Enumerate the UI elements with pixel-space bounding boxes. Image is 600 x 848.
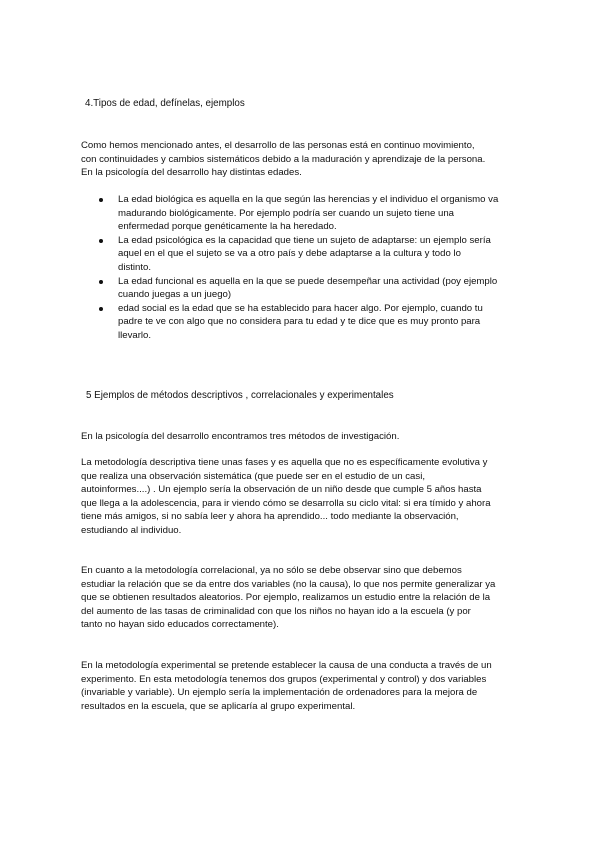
list-item-functional-age (96, 275, 526, 302)
paragraph-line: que se obtienen resultados aleatorios. Por ejemplo, realizamos un estudio entre la relación de la (81, 592, 491, 604)
paragraph-line: estudiando al individuo. (81, 524, 182, 536)
section-5-intro-paragraph (81, 430, 521, 444)
list-item-line: La edad psicológica es la capacidad que tiene un sujeto de adaptarse: un ejemplo sería (118, 234, 491, 246)
bullet-icon (99, 280, 103, 284)
paragraph-line: del aumento de las tasas de criminalidad con que los niños no hayan ido a la escuela (y por (81, 605, 471, 617)
paragraph-line: (invariable y variable). Un ejemplo sería la implementación de ordenadores para la mejora de (81, 687, 478, 699)
list-item-social-age (96, 302, 526, 343)
section-5-heading: 5 Ejemplos de métodos descriptivos , correlacionales y experimentales (86, 390, 394, 401)
paragraph-line: con continuidades y cambios sistemáticos debido a la maduración y aprendizaje de la persona. (81, 153, 486, 165)
bullet-icon (99, 198, 103, 202)
list-item-line: llevarlo. (118, 329, 152, 341)
list-item-line: distinto. (118, 261, 152, 273)
list-item-line: La edad biológica es aquella en la que según las herencias y el individuo el organismo va (118, 194, 499, 205)
paragraph-line: En la psicología del desarrollo hay distintas edades. (81, 167, 302, 179)
paragraph-line: que realiza una observación sistemática (que puede ser en el estudio de un casi, (81, 470, 425, 482)
bullet-icon (99, 307, 103, 311)
paragraph-line: estudiar la relación que se da entre dos variables (no la causa), lo que nos permite generalizar ya (81, 578, 496, 590)
list-item-line: madurando biológicamente. Por ejemplo podría ser cuando un sujeto tiene una (118, 207, 455, 219)
paragraph-line: En la psicología del desarrollo encontramos tres métodos de investigación. (81, 431, 400, 442)
paragraph-line: tanto no hayan sido educados correctamente). (81, 619, 279, 631)
list-item-line: edad social es la edad que se ha establecido para hacer algo. Por ejemplo, cuando tu (118, 302, 483, 314)
paragraph-line: experimento. En esta metodología tenemos dos grupos (experimental y control) y dos variables (81, 673, 487, 685)
correlational-method-paragraph (81, 564, 521, 632)
paragraph-line: tiene más amigos, si no sabía leer y ahora ha aprendido... todo mediante la observación, (81, 511, 459, 523)
experimental-method-paragraph (81, 659, 521, 713)
paragraph-line: Como hemos mencionado antes, el desarrollo de las personas está en continuo movimiento, (81, 140, 475, 151)
paragraph-line: que llega a la adolescencia, para ir viendo cómo se desarrolla su ciclo vital: si era tímido y ahora (81, 497, 491, 509)
list-item-line: La edad funcional es aquella en la que se puede desempeñar una actividad (poy ejemplo (118, 275, 498, 287)
bullet-icon (99, 239, 103, 243)
list-item-line: padre te ve con algo que no considera para tu edad y te dice que es muy pronto para (118, 316, 481, 328)
paragraph-line: En la metodología experimental se pretende establecer la causa de una conducta a través de un (81, 660, 492, 671)
list-item-psychological-age (96, 234, 526, 275)
list-item-line: aquel en el que el sujeto se va a otro país y debe adaptarse a la cultura y todo lo (118, 248, 461, 260)
section-4-heading: 4.Tipos de edad, defínelas, ejemplos (85, 98, 245, 109)
list-item-line: enfermedad porque genéticamente la ha heredado. (118, 221, 337, 233)
section-4-intro-paragraph (81, 139, 521, 180)
paragraph-line: En cuanto a la metodología correlacional, ya no sólo se debe observar sino que debemos (81, 565, 462, 576)
list-item-line: cuando juegas a un juego) (118, 289, 232, 301)
descriptive-method-paragraph (81, 456, 521, 538)
age-types-bullet-list (96, 193, 526, 343)
paragraph-line: autoinformes....) . Un ejemplo sería la observación de un niño desde que cumple 5 años hasta (81, 484, 482, 496)
paragraph-line: resultados en la escuela, que se aplicaría al grupo experimental. (81, 700, 356, 712)
paragraph-line: La metodología descriptiva tiene unas fases y es aquella que no es específicamente evolutiva y (81, 457, 488, 468)
list-item-biological-age (96, 193, 526, 234)
